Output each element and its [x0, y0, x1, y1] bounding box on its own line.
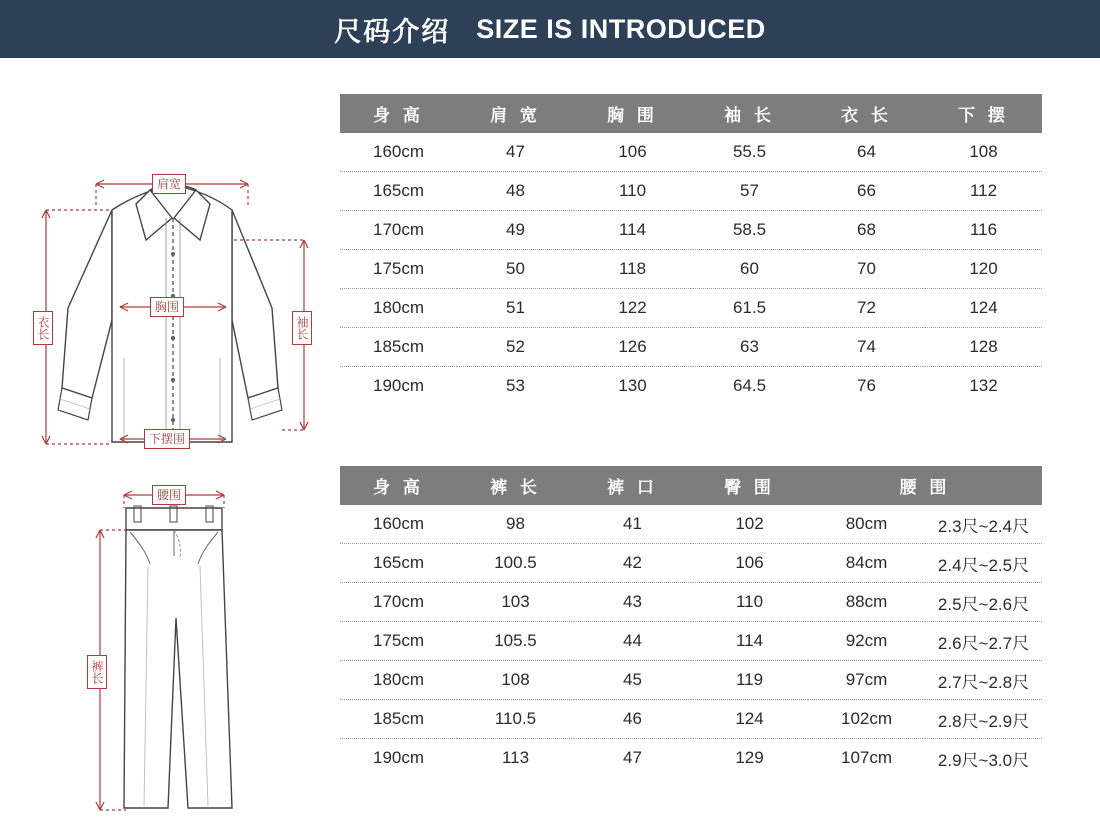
col-header-height: 身 高 — [340, 466, 457, 505]
cell-hip: 129 — [735, 748, 764, 767]
cell-pant-length: 113 — [501, 748, 530, 767]
cell-hem: 108 — [925, 133, 1042, 172]
cell-shoulder: 53 — [506, 376, 525, 395]
cell-height: 180cm — [340, 289, 457, 328]
cell-height: 175cm — [340, 622, 457, 661]
cell-shoulder: 48 — [457, 172, 574, 211]
cell-pant-length: 108 — [457, 661, 574, 700]
cell-height: 190cm — [372, 376, 425, 395]
cell-height: 165cm — [340, 544, 457, 583]
cell-waist-cm: 92cm — [808, 622, 925, 661]
table-row — [340, 505, 1042, 544]
cell-shoulder: 52 — [457, 328, 574, 367]
label-garment-length: 衣长 — [33, 311, 53, 345]
pants-section — [0, 448, 1100, 833]
cell-length: 74 — [808, 328, 925, 367]
page-title-cn: 尺码介绍 — [334, 16, 451, 47]
cell-waist-chi: 2.8尺~2.9尺 — [925, 700, 1042, 739]
cell-length: 66 — [808, 172, 925, 211]
cell-height: 185cm — [340, 700, 457, 739]
cell-pant-opening: 44 — [574, 622, 691, 661]
cell-waist-chi: 2.9尺~3.0尺 — [937, 750, 1030, 770]
table-row — [340, 289, 1042, 328]
table-row — [340, 367, 1042, 406]
col-header-chest: 胸 围 — [574, 94, 691, 133]
jacket-size-table — [340, 94, 1042, 405]
cell-chest: 118 — [574, 250, 691, 289]
table-row — [340, 544, 1042, 583]
cell-waist-cm: 107cm — [840, 748, 893, 767]
col-header-hip: 臀 围 — [691, 466, 808, 505]
cell-chest: 126 — [574, 328, 691, 367]
cell-length: 64 — [808, 133, 925, 172]
cell-hem: 128 — [925, 328, 1042, 367]
cell-hip: 114 — [691, 622, 808, 661]
cell-waist-cm: 80cm — [808, 505, 925, 544]
cell-hem: 112 — [925, 172, 1042, 211]
cell-shoulder: 51 — [457, 289, 574, 328]
page-title-en: SIZE IS INTRODUCED — [476, 13, 766, 44]
cell-hip: 106 — [691, 544, 808, 583]
col-header-pant-opening: 裤 口 — [574, 466, 691, 505]
cell-hip: 102 — [691, 505, 808, 544]
label-sleeve-length: 袖长 — [292, 311, 312, 345]
cell-height: 170cm — [340, 583, 457, 622]
page-header — [0, 0, 1100, 58]
pants-table-wrapper — [340, 448, 1100, 777]
cell-pant-length: 100.5 — [457, 544, 574, 583]
col-header-shoulder: 肩 宽 — [457, 94, 574, 133]
cell-pant-length: 110.5 — [457, 700, 574, 739]
table-row — [340, 739, 1042, 778]
cell-hem: 120 — [925, 250, 1042, 289]
cell-height: 160cm — [340, 505, 457, 544]
cell-shoulder: 50 — [457, 250, 574, 289]
cell-waist-cm: 102cm — [808, 700, 925, 739]
label-chest: 胸围 — [150, 297, 184, 317]
cell-chest: 106 — [574, 133, 691, 172]
cell-shoulder: 47 — [457, 133, 574, 172]
cell-sleeve: 61.5 — [691, 289, 808, 328]
table-row — [340, 133, 1042, 172]
table-row — [340, 622, 1042, 661]
cell-height: 170cm — [340, 211, 457, 250]
col-header-waist: 腰 围 — [808, 466, 1042, 505]
cell-sleeve: 58.5 — [691, 211, 808, 250]
table-row — [340, 583, 1042, 622]
pants-size-table — [340, 466, 1042, 777]
cell-length: 72 — [808, 289, 925, 328]
jacket-illustration — [0, 58, 340, 448]
table-row — [340, 700, 1042, 739]
table-row — [340, 328, 1042, 367]
cell-shoulder: 49 — [457, 211, 574, 250]
cell-length: 68 — [808, 211, 925, 250]
cell-sleeve: 63 — [691, 328, 808, 367]
cell-height: 175cm — [340, 250, 457, 289]
table-header-row — [340, 94, 1042, 133]
cell-pant-opening: 41 — [574, 505, 691, 544]
label-hem: 下摆围 — [144, 429, 190, 449]
jacket-table-wrapper — [340, 58, 1100, 405]
cell-pant-opening: 45 — [574, 661, 691, 700]
pants-figure — [0, 448, 340, 833]
col-header-height: 身 高 — [340, 94, 457, 133]
cell-chest: 122 — [574, 289, 691, 328]
cell-height: 180cm — [340, 661, 457, 700]
cell-sleeve: 64.5 — [732, 376, 767, 395]
cell-height: 160cm — [340, 133, 457, 172]
cell-sleeve: 60 — [691, 250, 808, 289]
cell-hip: 124 — [691, 700, 808, 739]
cell-pant-length: 98 — [457, 505, 574, 544]
table-row — [340, 250, 1042, 289]
cell-waist-chi: 2.6尺~2.7尺 — [925, 622, 1042, 661]
pants-illustration — [0, 448, 340, 833]
cell-hem: 116 — [925, 211, 1042, 250]
jacket-figure — [0, 58, 340, 448]
cell-height: 190cm — [372, 748, 425, 767]
cell-waist-cm: 97cm — [808, 661, 925, 700]
col-header-pant-length: 裤 长 — [457, 466, 574, 505]
cell-length: 70 — [808, 250, 925, 289]
jacket-section — [0, 58, 1100, 448]
col-header-sleeve: 袖 长 — [691, 94, 808, 133]
table-header-row — [340, 466, 1042, 505]
cell-pant-length: 105.5 — [457, 622, 574, 661]
table-row — [340, 661, 1042, 700]
cell-hem: 124 — [925, 289, 1042, 328]
cell-hem: 132 — [969, 376, 998, 395]
table-row — [340, 172, 1042, 211]
cell-waist-chi: 2.7尺~2.8尺 — [925, 661, 1042, 700]
cell-waist-chi: 2.3尺~2.4尺 — [925, 505, 1042, 544]
cell-pant-opening: 43 — [574, 583, 691, 622]
cell-pant-opening: 47 — [623, 748, 642, 767]
cell-height: 165cm — [340, 172, 457, 211]
cell-pant-opening: 42 — [574, 544, 691, 583]
table-row — [340, 211, 1042, 250]
label-shoulder-width: 肩宽 — [152, 174, 186, 194]
cell-waist-cm: 84cm — [808, 544, 925, 583]
cell-chest: 114 — [574, 211, 691, 250]
cell-height: 185cm — [340, 328, 457, 367]
label-waist: 腰围 — [152, 485, 186, 505]
cell-pant-length: 103 — [457, 583, 574, 622]
col-header-length: 衣 长 — [808, 94, 925, 133]
cell-waist-chi: 2.5尺~2.6尺 — [925, 583, 1042, 622]
label-pant-length: 裤长 — [87, 655, 107, 689]
cell-length: 76 — [857, 376, 876, 395]
cell-hip: 110 — [691, 583, 808, 622]
cell-pant-opening: 46 — [574, 700, 691, 739]
col-header-hem: 下 摆 — [925, 94, 1042, 133]
cell-hip: 119 — [691, 661, 808, 700]
cell-chest: 130 — [618, 376, 647, 395]
cell-waist-cm: 88cm — [808, 583, 925, 622]
cell-sleeve: 55.5 — [691, 133, 808, 172]
cell-chest: 110 — [574, 172, 691, 211]
cell-sleeve: 57 — [691, 172, 808, 211]
cell-waist-chi: 2.4尺~2.5尺 — [925, 544, 1042, 583]
